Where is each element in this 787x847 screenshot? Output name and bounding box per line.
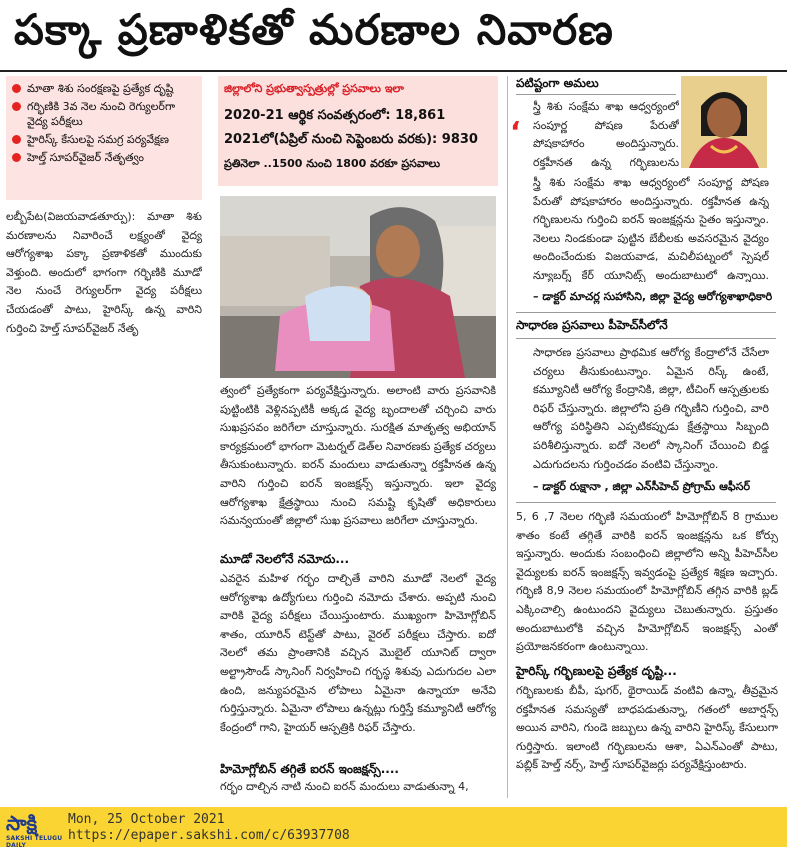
highlight-item: మాతా శిశు సంరక్షణపై ప్రత్యేక దృష్టి <box>12 81 196 96</box>
dmho-portrait <box>681 76 767 168</box>
headline-rule <box>0 70 787 72</box>
rule <box>516 94 676 95</box>
rule <box>516 312 776 313</box>
attribution-dmho: – డాక్టర్ మాచర్ల సుహాసిని, జిల్లా వైద్య ఆరోగ్యశాఖాధికారి <box>533 290 773 303</box>
sakshi-logo[interactable]: సాక్షి SAKSHI TELUGU DAILY <box>6 811 63 847</box>
bullet-icon <box>12 84 21 93</box>
bullet-icon <box>12 135 21 144</box>
article-col2-a: త్వంలో ప్రత్యేకంగా పర్యవేక్షిస్తున్నారు. అలాంటి వారు ప్రసవానికి పుట్టింటికి వెళ్లినప్పటికీ అక్కడ వైద్య బృందాలతో చర్చించి వారు సుఖప్రసవం జరిగేలా చూస్తున్నారు. సురక్షిత మాతృత్వ అభియాన్ కార్యక్రమంలో భాగంగా మెటర్నల్ డెత్‌ల నివారణకు ప్రత్యేక చర్యలు తీసుకుంటున్నారు. ఐరన్ మందులు వాడుతున్నా రక్తహీనత ఉన్న వారిని గుర్తించి ఐరన్ ఇంజక్షన్స్ ఇస్తున్నారు. ఇలా వైద్య ఆరోగ్యశాఖ క్షేత్రస్థాయి నుంచి సమష్టి కృషితో అధికారులు సమన్వయంతో జిల్లాలో సుఖ ప్రసవాలు జరిగేలా చూస్తున్నారు. <box>220 384 496 528</box>
article-col3-c: 5, 6 ,7 నెలల గర్భిణి సమయంలో హిమోగ్లోబిన్ 8 గ్రాముల శాతం కంటే తగ్గితే వారికి ఐరన్ ఇంజక్షన్లను ఒక కోర్సు ఇస్తున్నారు. అందుకు సంబంధించి జిల్లాలోని అన్ని పీహెచ్‌సీల వైద్యులకు ఐరన్ ఇంజక్షన్స్ ఇవ్వడంపై ప్రత్యేక శిక్షణ ఇచ్చారు. గర్భిణి 8,9 నెలల సమయంలో హిమోగ్లోబిన్ తగ్గిన వారికి బ్లడ్ ఎక్కించాల్సి ఉంటుందని వైద్యులు చెబుతున్నారు. ప్రస్తుతం అందుబాటులోకి వచ్చిన హిమోగ్లోబిన్ ఇంజక్షన్స్ ఎంతో ప్రయోజనకరంగా ఉంటున్నాయి. <box>516 510 778 654</box>
article-col3-d: గర్భిణులకు బీపీ, షుగర్, థైరాయిడ్ వంటివి ఉన్నా, తీవ్రమైన రక్తహీనత సమస్యతో బాధపడుతున్నా, గతంలో అబార్షన్స్ అయిన వారిని, గుండె జబ్బులు ఉన్న వారిని హైరిస్క్ కేసులుగా గుర్తిస్తారు. ఇలాంటి గర్భిణులను ఆశా, ఏఎన్ఎంతో పాటు, పబ్లిక్ హెల్త్ నర్స్, హెల్త్ సూపర్‌వైజర్లు పర్యవేక్షిస్తుంటారు. <box>516 684 778 772</box>
mother-baby-photo <box>220 196 496 378</box>
column-divider <box>507 76 508 798</box>
headline: పక్కా ప్రణాళికతో మరణాల నివారణ <box>14 5 614 54</box>
bullet-icon <box>12 153 21 162</box>
subhead-third-month: మూడో నెలలోనే నమోదు... <box>220 552 350 566</box>
edition-date: Mon, 25 October 2021 <box>68 812 225 827</box>
subhead-hemoglobin: హిమోగ్లోబిన్ తగ్గితే ఐరన్ ఇంజక్షన్స్.... <box>220 762 399 776</box>
stat-line-2: 2021లో(ఏప్రిల్ నుంచి సెప్టెంబరు వరకు): 9830 <box>224 132 478 147</box>
stats-title: జిల్లాలోని ప్రభుత్వాస్పత్రుల్లో ప్రసవాలు ఇలా <box>224 82 404 95</box>
article-col2-c: గర్భం దాల్చిన నాటి నుంచి ఐరన్ మందులు వాడుతున్నా 4, <box>220 780 469 793</box>
rule <box>516 502 776 503</box>
article-col3-quote-top: స్త్రీ శిశు సంక్షేమ శాఖ ఆధ్వర్యంలో సంపూర్ణ పోషణ పేరుతో పోషకాహారం అందిస్తున్నారు. రక్తహీనత ఉన్న గర్భిణులను <box>533 100 679 169</box>
quote-icon: ‘ <box>510 115 521 148</box>
rule <box>516 338 776 339</box>
article-col3-a: స్త్రీ శిశు సంక్షేమ శాఖ ఆధ్వర్యంలో సంపూర్ణ పోషణ పేరుతో పోషకాహారం అందిస్తున్నారు. రక్తహీనత ఉన్న గర్భిణులను గుర్తించి ఐరన్ ఇంజక్షన్లను సైతం ఇస్తున్నాం. నెలలు నిండకుండా పుట్టిన బేబీలకు అవసరమైన వైద్యం అందించేందుకు విజయవాడ, మచిలీపట్నంలో స్పెషల్ న్యూబర్న్ కేర్ యూనిట్స్ అందుబాటులో ఉన్నాయి. <box>533 176 769 282</box>
stat-line-3: ప్రతినెలా ..1500 నుంచి 1800 వరకూ ప్రసవాలు <box>224 157 441 170</box>
highlight-item: గర్భిణికి 3వ నెల నుంచి రెగ్యులర్‌గా వైద్య పరీక్షలు <box>12 99 196 129</box>
stats-box <box>218 76 498 186</box>
subhead-normal-deliveries: సాధారణ ప్రసవాలు పీహెచ్‌సీలోనే <box>516 318 668 332</box>
epaper-link[interactable]: https://epaper.sakshi.com/c/63937708 <box>68 828 350 843</box>
subhead-implementation: పటిష్టంగా అమలు <box>516 76 599 90</box>
highlight-item: హెల్త్ సూపర్‌వైజర్ నేతృత్వం <box>12 150 196 165</box>
article-col2-b: ఎవరైన మహిళ గర్భం దాల్చితే వారిని మూడో నెలలో వైద్య ఆరోగ్యశాఖ ఉద్యోగులు గుర్తించి నమోదు చేశారు. అప్పటి నుంచి వారికి వైద్య పరీక్షలు చేయిస్తుంటారు. ముఖ్యంగా హిమోగ్లోబిన్ శాతం, యూరిన్ టెస్ట్‌తో పాటు, వైరల్ పరీక్షలు చేస్తారు. ఐదో నెలలో తమ ప్రాంతానికి వచ్చిన మొబైల్ యూనిట్ ద్వారా అల్ట్రాసౌండ్ స్కానింగ్ నిర్వహించి గర్భస్థ శిశువు ఎదుగుదల ఎలా ఉంది, జన్యుపరమైన లోపాలు ఏమైనా ఉన్నాయా అనేవి గుర్తిస్తున్నారు. ఏమైనా లోపాలు ఉన్నట్లు గుర్తిస్తే కమ్యూనిటీ ఆరోగ్య కేంద్రంలో గాని, హైయర్ ఆస్పత్రికి రిఫర్ చేస్తారు. <box>220 572 496 734</box>
highlights-box <box>6 76 202 200</box>
footer-bar <box>0 807 787 847</box>
highlight-item: హైరిస్క్ కేసులపై సమగ్ర పర్యవేక్షణ <box>12 132 196 147</box>
subhead-high-risk: హైరిస్క్ గర్భిణులపై ప్రత్యేక దృష్టి... <box>516 664 677 678</box>
attribution-program-officer: – డాక్టర్ రుక్షానా , జిల్లా ఎన్‌సీహెచ్ ప్రోగ్రామ్ ఆఫీసర్ <box>533 480 750 493</box>
article-col3-b: సాధారణ ప్రసవాలు ప్రాథమిక ఆరోగ్య కేంద్రాలోనే చేసేలా చర్యలు తీసుకుంటున్నాం. ఏమైన రిస్క్ ఉంటే, కమ్యూనిటీ ఆరోగ్య కేంద్రానికి, జిల్లా, టీచింగ్ ఆస్పత్రులకు రిఫర్ చేస్తున్నారు. జిల్లాలోని ప్రతి గర్భిణీని గుర్తించి, వారి ఆరోగ్య పరిస్థితిని ఎప్పటికప్పుడు క్షేత్రస్థాయి సిబ్బంది పరిశీలిస్తున్నారు. ఐదో నెలలో స్కానింగ్ చేయించి బిడ్డ ఎదుగుదలను గుర్తించడం వంటివి చేస్తున్నాం. <box>533 346 769 471</box>
bullet-icon <box>12 102 21 111</box>
article-col1: లబ్బీపేట(విజయవాడతూర్పు): మాతా శిశు మరణాలను నివారించే లక్ష్యంతో వైద్య ఆరోగ్యశాఖ పక్కా ప్రణాళికతో ముందుకు వెళ్తుంది. అందులో భాగంగా గర్భిణికి మూడో నెల నుంచే రెగ్యులర్‌గా వైద్య పరీక్షలు చేయడంతో పాటు, హైరిస్క్ ఉన్న వారిని గుర్తించి హెల్త్ సూపర్‌వైజర్ నేతృ <box>6 210 202 335</box>
stat-line-1: 2020-21 ఆర్థిక సంవత్సరంలో: 18,861 <box>224 108 446 123</box>
